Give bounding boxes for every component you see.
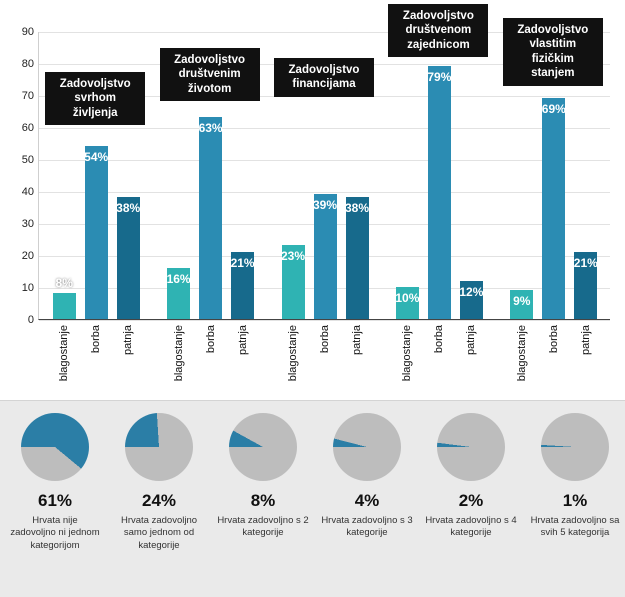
group-title: Zadovoljstvo društvenim životom [160,48,260,101]
pie-caption: Hrvata zadovoljno s 3 kategorije [321,515,413,539]
y-axis-tick: 50 [21,154,34,166]
pie-chart [125,413,193,481]
x-axis-category-label: blagostanje [515,325,528,382]
group-title: Zadovoljstvo vlastitim fizičkim stanjem [503,18,603,86]
pie-chart [333,413,401,481]
pie-percent-label: 61% [37,491,73,510]
bar [573,252,598,355]
x-axis-category-label: borba [90,325,103,354]
pie-percent-label: 1% [562,491,588,510]
x-axis-category-label: patnja [465,325,478,355]
gridline [39,192,610,193]
y-axis-tick: 10 [21,282,34,294]
bar [312,194,338,354]
x-axis-category-label: patnja [579,325,592,355]
pie-percent-label: 2% [458,491,484,510]
bar-value-label: 16% [166,271,191,286]
bar [427,66,452,354]
pie-cell [315,413,419,540]
pie-summary-panel [0,400,625,597]
y-axis-tick: 0 [27,314,34,326]
y-axis-tick: 90 [21,26,34,38]
bar [510,290,533,382]
group-title: Zadovoljstvo svrhom življenja [45,72,145,125]
pie-cell [211,413,315,540]
bar [198,117,223,354]
x-axis-category-label: borba [433,325,446,354]
y-axis-tick: 70 [21,90,34,102]
bar-value-label: 69% [541,102,566,117]
bar-value-label: 39% [312,198,338,213]
x-axis-category-label: patnja [351,325,363,355]
bar-value-label: 54% [84,150,109,165]
bar [280,245,306,382]
bar-value-label: 38% [344,201,370,216]
bar-value-label: 63% [198,121,223,136]
bar-value-label: 21% [230,255,255,270]
pie-cell [419,413,523,540]
pie-chart [437,413,505,481]
gridline [39,320,610,321]
pie-percent-label: 24% [141,491,177,510]
gridline [39,128,610,129]
pie-chart [21,413,89,481]
pie-caption: Hrvata zadovoljno s 4 kategorije [425,515,517,539]
pie-caption: Hrvata nije zadovoljno ni jednom kategorijom [10,515,100,551]
bar [84,146,109,354]
bar-value-label: 21% [573,255,598,270]
pie-caption: Hrvata zadovoljno sa svih 5 kategorija [530,515,620,539]
x-axis-category-label: borba [204,325,217,354]
group-title: Zadovoljstvo društvenom zajednicom [388,4,488,57]
pie-cell [107,413,211,552]
pie-percent-label: 4% [354,491,380,510]
pie-chart [541,413,609,481]
x-axis-category-label: blagostanje [58,325,71,382]
pie-caption: Hrvata zadovoljno s 2 kategorije [217,515,309,539]
y-axis-tick: 20 [21,250,34,262]
bar [395,287,420,382]
bar [166,268,191,382]
pie-caption: Hrvata zadovoljno samo jednom od kategorije [120,515,198,551]
bar [116,197,141,355]
pie-chart [229,413,297,481]
group-title: Zadovoljstvo financijama [274,58,374,97]
bar [344,197,370,355]
gridline [39,160,610,161]
bar-value-label: 23% [280,249,306,264]
x-axis-category-label: borba [547,325,560,354]
bar-value-label: 10% [395,291,420,305]
pie-cell [523,413,625,540]
y-axis-tick: 30 [21,218,34,230]
x-axis-category-label: blagostanje [172,325,185,382]
bar [541,98,566,354]
bar-value-label: 9% [513,294,531,309]
bar [230,252,255,355]
y-axis-tick: 60 [21,122,34,134]
y-axis-tick: 40 [21,186,34,198]
pie-cell [3,413,107,552]
bar [459,281,484,355]
x-axis-category-label: borba [319,325,331,354]
pie-percent-label: 8% [250,491,276,510]
bar-value-label: 8% [55,276,73,291]
x-axis-category-label: patnja [122,325,135,355]
bar-value-label: 38% [116,201,141,216]
x-axis-category-label: blagostanje [401,325,414,382]
bar [53,276,76,382]
y-axis-tick: 80 [21,58,34,70]
x-axis-category-label: patnja [236,325,249,355]
x-axis-category-label: blagostanje [287,325,299,382]
bar-value-label: 12% [459,284,484,299]
bar-value-label: 79% [427,70,452,85]
